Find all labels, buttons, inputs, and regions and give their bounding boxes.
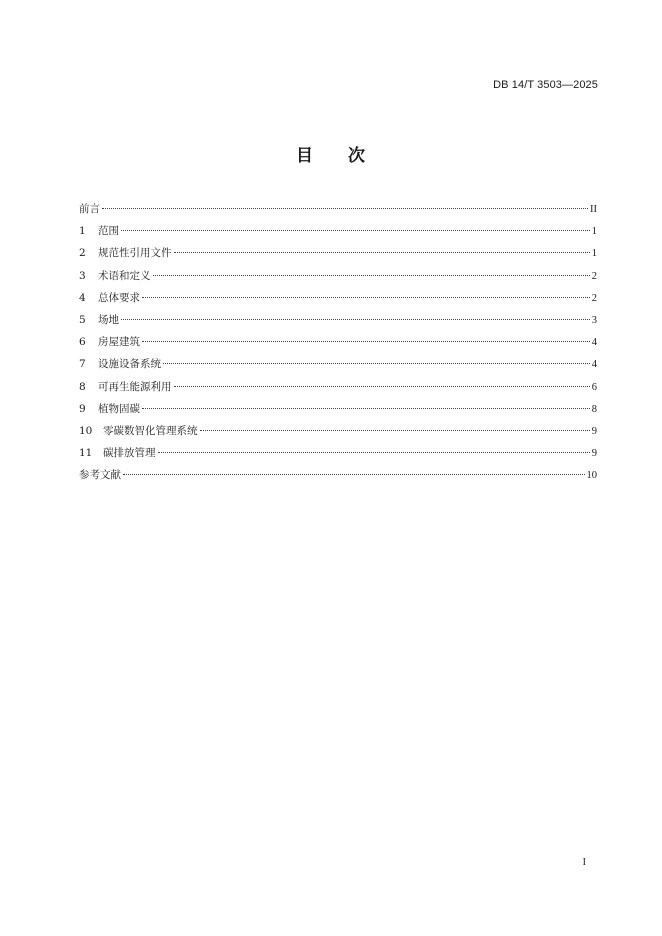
- toc-entry-page: 1: [591, 248, 597, 260]
- toc-entry-renewable-energy[interactable]: [79, 378, 597, 400]
- toc-entry-number: 7: [79, 358, 86, 371]
- toc-entry-page: 2: [591, 292, 597, 304]
- toc-entry-number: 11: [79, 447, 93, 460]
- toc-entry-page: 6: [591, 381, 597, 393]
- page-title: [0, 141, 662, 166]
- toc-entry-number: 6: [79, 336, 86, 349]
- toc-leader-dots: [153, 275, 590, 276]
- toc-entry-label: 房屋建筑: [98, 336, 140, 349]
- toc-entry-label: 参考文献: [79, 469, 121, 482]
- toc-entry-digital-management[interactable]: [79, 422, 597, 444]
- toc-leader-dots: [121, 230, 590, 231]
- toc-entry-label: 总体要求: [98, 291, 140, 304]
- toc-entry-page: 2: [591, 270, 597, 282]
- toc-entry-label: 术语和定义: [98, 269, 151, 282]
- page-number: I: [582, 857, 586, 868]
- toc-leader-dots: [102, 208, 588, 209]
- toc-leader-dots: [174, 386, 590, 387]
- toc-entry-label: 场地: [98, 313, 119, 326]
- toc-entry-buildings[interactable]: [79, 333, 597, 355]
- toc-entry-number: 1: [79, 225, 86, 238]
- toc-leader-dots: [142, 341, 590, 342]
- toc-leader-dots: [200, 430, 590, 431]
- toc-entry-number: 8: [79, 380, 86, 393]
- toc-entry-page: 9: [591, 425, 597, 437]
- toc-entry-bibliography[interactable]: [79, 466, 597, 488]
- toc-entry-label: 碳排放管理: [103, 447, 156, 460]
- toc-leader-dots: [142, 408, 590, 409]
- toc-entry-label: 可再生能源利用: [98, 380, 172, 393]
- toc-entry-page: 4: [591, 359, 597, 371]
- toc-entry-plant-carbon-sequestration[interactable]: [79, 400, 597, 422]
- toc-entry-label: 设施设备系统: [98, 358, 161, 371]
- toc-leader-dots: [142, 297, 590, 298]
- toc-entry-site[interactable]: [79, 311, 597, 333]
- toc-entry-page: II: [590, 204, 597, 215]
- toc-entry-number: 9: [79, 402, 86, 415]
- toc-entry-number: 4: [79, 291, 86, 304]
- toc-entry-label: 前言: [79, 203, 100, 215]
- toc-entry-general-requirements[interactable]: [79, 289, 597, 311]
- toc-leader-dots: [123, 474, 585, 475]
- toc-entry-number: 3: [79, 269, 86, 282]
- toc-entry-scope[interactable]: [79, 222, 597, 244]
- toc-entry-label: 规范性引用文件: [98, 247, 172, 260]
- toc-entry-label: 零碳数智化管理系统: [103, 424, 198, 437]
- toc-entry-number: 5: [79, 313, 86, 326]
- toc-entry-page: 3: [591, 314, 597, 326]
- page-title-left: 目: [296, 146, 314, 166]
- toc-leader-dots: [174, 252, 590, 253]
- toc-entry-equipment-systems[interactable]: [79, 355, 597, 377]
- toc-leader-dots: [163, 363, 590, 364]
- table-of-contents: [79, 200, 597, 488]
- toc-entry-page: 9: [591, 448, 597, 460]
- toc-entry-page: 8: [591, 403, 597, 415]
- toc-entry-terms-definitions[interactable]: [79, 267, 597, 289]
- standard-code: DB 14/T 3503—2025: [493, 79, 598, 91]
- toc-entry-number: 10: [79, 424, 93, 437]
- toc-entry-normative-references[interactable]: [79, 244, 597, 266]
- toc-entry-foreword[interactable]: [79, 200, 597, 222]
- toc-entry-emission-management[interactable]: [79, 444, 597, 466]
- toc-entry-number: 2: [79, 247, 86, 260]
- toc-entry-page: 10: [586, 470, 597, 482]
- toc-leader-dots: [121, 319, 590, 320]
- toc-entry-label: 植物固碳: [98, 402, 140, 415]
- toc-leader-dots: [158, 452, 590, 453]
- toc-entry-page: 4: [591, 337, 597, 349]
- page-title-right: 次: [348, 146, 366, 166]
- toc-entry-page: 1: [591, 226, 597, 238]
- toc-entry-label: 范围: [98, 225, 119, 238]
